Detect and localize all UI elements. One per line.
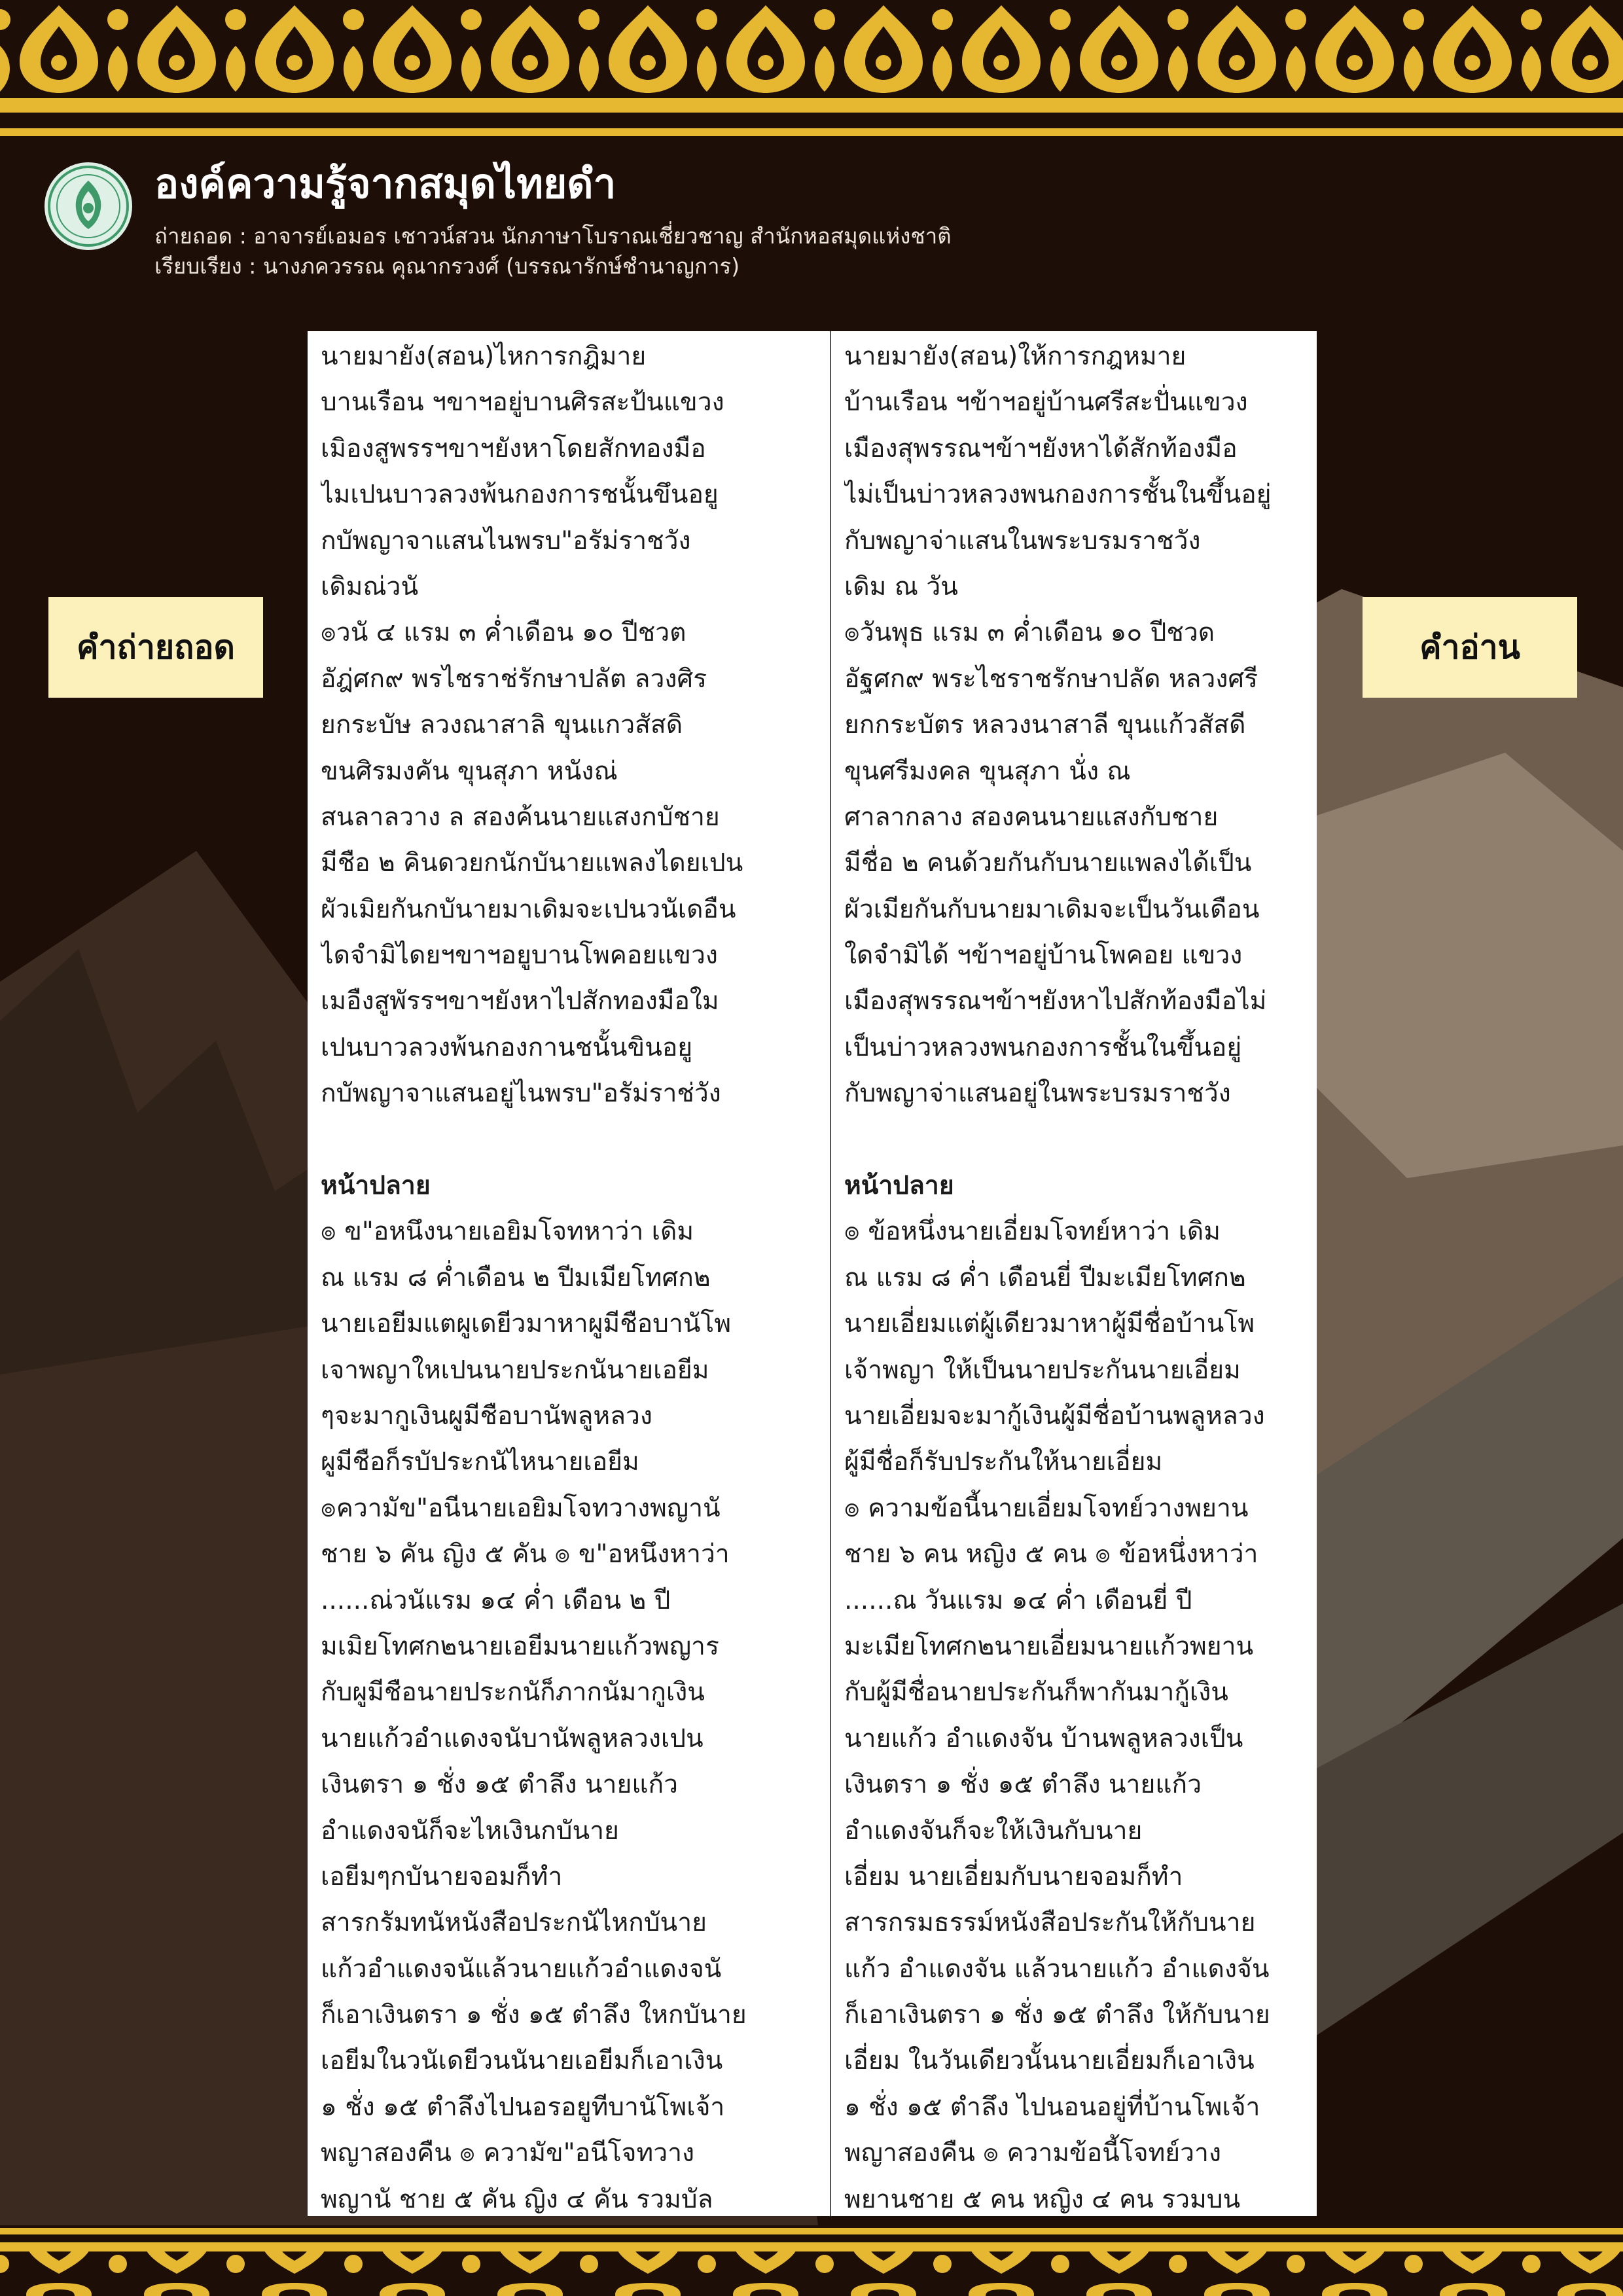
reading-line: เงินตรา ๑ ชั่ง ๑๕ ตำลึง นายแก้ว bbox=[844, 1770, 1202, 1800]
reading-line: ๏ ความข้อนี้นายเอี่ยมโจทย์วางพยาน bbox=[844, 1493, 1249, 1523]
compiler-credit: เรียบเรียง : นางภควรรณ คุณากรวงศ์ (บรรณารักษ์ชำนาญการ) bbox=[154, 253, 740, 279]
transcription-line: นายเอยีมแตผูเดยีวมาหาผูมีชือบานัโพ bbox=[321, 1309, 732, 1339]
reading-line: ๏วันพุธ แรม ๓ ค่ำเดือน ๑๐ ปีชวด bbox=[844, 618, 1215, 648]
transcription-line: เอยีมในวนัเดยีวนนันายเอยีมก็เอาเงิน bbox=[321, 2046, 723, 2076]
reading-line: นายแก้ว อำแดงจัน บ้านพลูหลวงเป็น bbox=[844, 1723, 1243, 1753]
transcription-line: บานเรือน ฯขาฯอยู่บานศิรสะป้นแขวง bbox=[321, 387, 724, 418]
reading-line: นายเอี่ยมจะมากู้เงินผู้มีชื่อบ้านพลูหลวง bbox=[844, 1401, 1265, 1431]
transcription-line: ผัวเมิยกันกบันายมาเดิมจะเปนวนัเดอืน bbox=[321, 894, 736, 924]
reading-line: พญาสองคืน ๏ ความข้อนี้โจทย์วาง bbox=[844, 2138, 1221, 2168]
transcription-line: ยกระบัษ ลวงณาสาลิ ขุนแกวสัสดิ bbox=[321, 710, 683, 740]
transcription-line: นายแก้วอำแดงจนับานัพลูหลวงเปน bbox=[321, 1723, 704, 1753]
reading-line: ๏ ข้อหนึ่งนายเอี่ยมโจทย์หาว่า เดิม bbox=[844, 1217, 1221, 1247]
reading-line: ผู้มีชื่อก็รับประกันให้นายเอี่ยม bbox=[844, 1447, 1163, 1477]
transcription-line: ผูมีชือก็รบัประกนัไหนายเอยีม bbox=[321, 1447, 639, 1477]
reading-line: ......ณ วันแรม ๑๔ ค่ำ เดือนยี่ ปี bbox=[844, 1585, 1192, 1615]
reading-line: กับพญาจ่าแสนในพระบรมราชวัง bbox=[844, 526, 1201, 556]
reading-line: กับพญาจ่าแสนอยู่ในพระบรมราชวัง bbox=[844, 1079, 1231, 1109]
transcription-line: กบัพญาจาแสนอยู่ไนพรบ"อรัม่ราช่วัง bbox=[321, 1079, 721, 1109]
transcription-line: กบัพญาจาแสนไนพรบ"อรัม่ราชวัง bbox=[321, 526, 691, 556]
reading-line: นายเอี่ยมแต่ผู้เดียวมาหาผู้มีชื่อบ้านโพ bbox=[844, 1309, 1255, 1339]
reading-line: เอี่ยม ในวันเดียวนั้นนายเอี่ยมก็เอาเงิน bbox=[844, 2046, 1255, 2076]
transcription-line: พญาสองคืน ๏ ความัข"อนีโจทวาง bbox=[321, 2138, 695, 2168]
transcription-line: เดิมณ่วนั bbox=[321, 571, 419, 601]
transcription-line: สารกรัมทนัหนังสือประกนัไหกบันาย bbox=[321, 1908, 707, 1938]
reading-line: นายมายัง(สอน)ให้การกฎหมาย bbox=[844, 342, 1186, 371]
reading-label: คำอ่าน bbox=[1363, 597, 1577, 698]
transcription-line: อัฎ่ศก๙ พรไชราช่รักษาปลัต ลวงศิร bbox=[321, 664, 707, 694]
transcription-line: เอยีมๆกบันายจอมก็ทำ bbox=[321, 1861, 563, 1892]
reading-line: ใดจำมิได้ ฯข้าฯอยู่บ้านโพคอย แขวง bbox=[844, 941, 1243, 971]
transcription-line: ชาย ๖ คัน ญิง ๕ คัน ๏ ข"อหนึงหาว่า bbox=[321, 1539, 730, 1570]
bottom-ornament-border bbox=[0, 2228, 1623, 2296]
library-seal-logo bbox=[43, 161, 134, 251]
reading-blank-line bbox=[844, 1117, 1348, 1163]
transcription-line: ณ แรม ๘ ค่ำเดือน ๒ ปีมเมียโทศก๒ bbox=[321, 1263, 711, 1293]
reading-line: แก้ว อำแดงจัน แล้วนายแก้ว อำแดงจัน bbox=[844, 1954, 1270, 1984]
transcription-line: เมิองสูพรรฯขาฯยังหาโดยสักทองมือ bbox=[321, 433, 706, 463]
top-ornament-border bbox=[0, 0, 1623, 141]
transcription-line: ๑ ชั่ง ๑๕ ตำลึงไปนอรอยูทีบานัโพเจ้า bbox=[321, 2092, 725, 2122]
reading-line: ๑ ชั่ง ๑๕ ตำลึง ไปนอนอยู่ที่บ้านโพเจ้า bbox=[844, 2092, 1260, 2122]
transcription-line: ๆจะมากูเงินผูมีชือบานัพลูหลวง bbox=[321, 1401, 652, 1431]
reading-line: สารกรมธรรม์หนังสือประกันให้กับนาย bbox=[844, 1908, 1256, 1938]
transcription-line: สนลาลวาง ล สองค้นนายแสงกบัชาย bbox=[321, 802, 720, 832]
reading-line: มีชื่อ ๒ คนด้วยกันกับนายแพลงได้เป็น bbox=[844, 848, 1252, 878]
transcription-line: แก้วอำแดงจนัแล้วนายแก้วอำแดงจนั bbox=[321, 1954, 722, 1984]
transcription-line: ......ณ่วนัแรม ๑๔ ค่ำ เดือน ๒ ปี bbox=[321, 1585, 671, 1615]
transcription-line: ไดจำมิไดยฯขาฯอยูบานโพคอยแขวง bbox=[321, 941, 718, 971]
reading-line: มะเมียโทศก๒นายเอี่ยมนายแก้วพยาน bbox=[844, 1631, 1254, 1661]
reading-line: ไม่เป็นบ่าวหลวงพนกองการชั้นในขึ้นอยู่ bbox=[844, 480, 1272, 510]
reading-section-heading: หน้าปลาย bbox=[844, 1171, 954, 1201]
reading-line: ผัวเมียกันกับนายมาเดิมจะเป็นวันเดือน bbox=[844, 894, 1260, 924]
reading-line: บ้านเรือน ฯข้าฯอยู่บ้านศรีสะปั่นแขวง bbox=[844, 387, 1248, 418]
transcription-blank-line bbox=[321, 1117, 825, 1163]
transcription-line: ๏วนั ๔ แรม ๓ ค่ำเดือน ๑๐ ปีชวต bbox=[321, 618, 687, 648]
transcription-section-heading: หน้าปลาย bbox=[321, 1171, 431, 1201]
reading-line: ขุนศรีมงคล ขุนสุภา นั่ง ณ bbox=[844, 756, 1131, 786]
reading-line: อำแดงจันก็จะให้เงินกับนาย bbox=[844, 1816, 1143, 1846]
transcription-column bbox=[321, 334, 825, 2223]
transcription-line: มเมิยโทศก๒นายเอยีมนายแก้วพญาร bbox=[321, 1631, 719, 1661]
reading-line: ณ แรม ๘ ค่ำ เดือนยี่ ปีมะเมียโทศก๒ bbox=[844, 1263, 1246, 1293]
reading-line: กับผู้มีชื่อนายประกันก็พากันมากู้เงิน bbox=[844, 1677, 1228, 1708]
reading-column bbox=[844, 334, 1348, 2223]
reading-line: เจ้าพญา ให้เป็นนายประกันนายเอี่ยม bbox=[844, 1355, 1241, 1385]
transcription-line: อำแดงจนัก็จะไหเงินกบันาย bbox=[321, 1816, 619, 1846]
transcription-line: พญานั ชาย ๕ คัน ญิง ๔ คัน รวมบัล bbox=[321, 2184, 713, 2214]
page-title: องค์ความรู้จากสมุดไทยดำ bbox=[154, 160, 616, 207]
transcriber-credit: ถ่ายถอด : อาจารย์เอมอร เชาวน์สวน นักภาษาโบราณเชี่ยวชาญ สำนักหอสมุดแห่งชาติ bbox=[154, 223, 952, 249]
reading-line: เอี่ยม นายเอี่ยมกับนายจอมก็ทำ bbox=[844, 1861, 1183, 1892]
reading-line: ชาย ๖ คน หญิง ๕ คน ๏ ข้อหนึ่งหาว่า bbox=[844, 1539, 1258, 1570]
transcription-line: ๏ความัข"อนีนายเอยิมโจทวางพญานั bbox=[321, 1493, 721, 1523]
reading-line: พยานชาย ๕ คน หญิง ๔ คน รวมบน bbox=[844, 2184, 1241, 2214]
reading-line: ยกกระบัตร หลวงนาสาลี ขุนแก้วสัสดี bbox=[844, 710, 1246, 740]
transcription-line: ก็เอาเงินตรา ๑ ชั่ง ๑๕ ตำลึง ใหกบันาย bbox=[321, 2000, 747, 2030]
transcription-line: เปนบาวลวงพ้นกองกานชนั้นขินอยู bbox=[321, 1032, 693, 1062]
transcription-label: คำถ่ายถอด bbox=[48, 597, 263, 698]
reading-line: เมืองสุพรรณฯข้าฯยังหาไปสักท้องมือไม่ bbox=[844, 986, 1267, 1016]
transcription-line: เจาพญาใหเปนนายประกนันายเอยีม bbox=[321, 1355, 709, 1385]
transcription-line: กับผูมีชือนายประกนัก็ภากนัมากูเงิน bbox=[321, 1677, 705, 1708]
transcription-line: ๏ ข"อหนึงนายเอยิมโจทหาว่า เดิม bbox=[321, 1217, 694, 1247]
transcription-line: ขนศิรมงคัน ขุนสุภา หนังณ่ bbox=[321, 756, 618, 786]
reading-line: เป็นบ่าวหลวงพนกองการชั้นในขึ้นอยู่ bbox=[844, 1032, 1242, 1062]
reading-line: ก็เอาเงินตรา ๑ ชั่ง ๑๕ ตำลึง ให้กับนาย bbox=[844, 2000, 1270, 2030]
reading-line: เดิม ณ วัน bbox=[844, 571, 958, 601]
transcription-line: มีชือ ๒ คินดวยกนักบันายแพลงไดยเปน bbox=[321, 848, 743, 878]
transcription-line: ไมเปนบาวลวงพ้นกองการชนั้นขึนอยู bbox=[321, 480, 719, 510]
reading-line: เมืองสุพรรณฯข้าฯยังหาได้สักท้องมือ bbox=[844, 433, 1238, 463]
reading-line: ศาลากลาง สองคนนายแสงกับชาย bbox=[844, 802, 1219, 832]
transcription-line: เงินตรา ๑ ชั่ง ๑๕ ตำลึง นายแก้ว bbox=[321, 1770, 678, 1800]
column-divider bbox=[830, 331, 831, 2216]
reading-line: อัฐศก๙ พระไชราชรักษาปลัด หลวงศรี bbox=[844, 664, 1258, 694]
transcription-line: นายมายัง(สอน)ไหการกฎิมาย bbox=[321, 342, 647, 371]
transcription-line: เมอืงสูพัรรฯขาฯยังหาไปสักทองมือใม bbox=[321, 986, 719, 1016]
